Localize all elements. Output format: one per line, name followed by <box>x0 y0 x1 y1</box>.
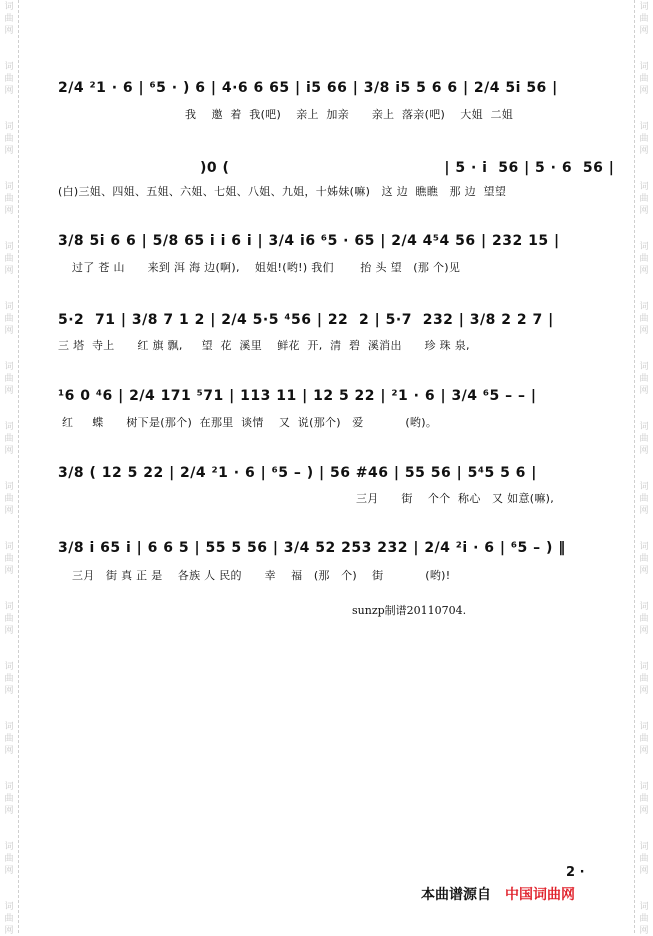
watermark-char: 曲 <box>639 914 649 924</box>
transcriber-credit: sunzp制谱20110704. <box>352 604 467 617</box>
watermark-char: 曲 <box>4 314 14 324</box>
watermark-char: 曲 <box>4 674 14 684</box>
watermark-char: 词 <box>639 122 649 132</box>
watermark-char: 曲 <box>639 734 649 744</box>
page-number: 2 · <box>566 865 585 880</box>
watermark-char: 网 <box>4 926 14 936</box>
watermark-char: 词 <box>4 122 14 132</box>
watermark-char: 曲 <box>639 434 649 444</box>
system-7-lyrics: 三月 街 真 正 是 各族 人 民的 幸 福 (那 个) 街 (哟)! <box>72 569 451 582</box>
watermark-char: 网 <box>4 866 14 876</box>
watermark-char: 曲 <box>4 254 14 264</box>
system-1-notation: 2/4 ²1 · 6 | ⁶5 · ) 6 | 4·6 6 65 | i5 66 | 3/8 i5 5 6 6 | 2/4 5i 56 | <box>58 80 558 96</box>
watermark-char: 词 <box>4 362 14 372</box>
watermark-char: 词 <box>639 2 649 12</box>
watermark-char: 曲 <box>4 734 14 744</box>
watermark-char: 曲 <box>639 134 649 144</box>
watermark-char: 词 <box>639 542 649 552</box>
watermark-char: 曲 <box>4 914 14 924</box>
watermark-char: 网 <box>4 626 14 636</box>
watermark-char: 网 <box>4 686 14 696</box>
watermark-char: 词 <box>639 182 649 192</box>
watermark-char: 曲 <box>4 134 14 144</box>
watermark-char: 曲 <box>639 614 649 624</box>
watermark-char: 词 <box>4 62 14 72</box>
watermark-char: 词 <box>4 842 14 852</box>
watermark-char: 词 <box>4 302 14 312</box>
watermark-char: 曲 <box>639 494 649 504</box>
watermark-char: 曲 <box>639 674 649 684</box>
watermark-char: 网 <box>4 806 14 816</box>
watermark-char: 曲 <box>4 74 14 84</box>
watermark-char: 网 <box>4 746 14 756</box>
watermark-char: 词 <box>639 842 649 852</box>
watermark-char: 网 <box>4 86 14 96</box>
watermark-char: 曲 <box>4 794 14 804</box>
watermark-char: 词 <box>639 722 649 732</box>
source-label: 本曲谱源自 <box>421 887 491 903</box>
watermark-char: 词 <box>639 482 649 492</box>
watermark-char: 曲 <box>639 854 649 864</box>
watermark-char: 网 <box>4 326 14 336</box>
system-5-notation: ¹6 0 ⁴6 | 2/4 171 ⁵71 | 113 11 | 12 5 22 | ²1 · 6 | 3/4 ⁶5 – – | <box>58 388 537 404</box>
watermark-char: 网 <box>4 146 14 156</box>
system-4-lyrics: 三 塔 寺上 红 旗 飘, 望 花 溪里 鲜花 开, 清 碧 溪消出 珍 珠 泉, <box>58 339 470 352</box>
watermark-char: 网 <box>639 446 649 456</box>
watermark-char: 词 <box>4 782 14 792</box>
system-6-notation: 3/8 ( 12 5 22 | 2/4 ²1 · 6 | ⁶5 – ) | 56 #46 | 55 56 | 5⁴5 5 6 | <box>58 465 537 481</box>
watermark-char: 词 <box>4 182 14 192</box>
system-3-lyrics: 过了 苍 山 来到 洱 海 边(啊), 姐姐!(哟!) 我们 抬 头 望 (那 个)见 <box>72 261 461 274</box>
watermark-char: 网 <box>639 26 649 36</box>
watermark-char: 曲 <box>639 194 649 204</box>
watermark-char: 网 <box>639 386 649 396</box>
watermark-char: 词 <box>4 542 14 552</box>
system-4-notation: 5·2 71 | 3/8 7 1 2 | 2/4 5·5 ⁴56 | 22 2 | 5·7 232 | 3/8 2 2 7 | <box>58 312 554 328</box>
watermark-char: 曲 <box>639 314 649 324</box>
watermark-char: 词 <box>639 782 649 792</box>
watermark-char: 曲 <box>4 194 14 204</box>
watermark-char: 词 <box>4 422 14 432</box>
watermark-char: 网 <box>4 386 14 396</box>
watermark-char: 曲 <box>4 554 14 564</box>
watermark-char: 词 <box>639 62 649 72</box>
watermark-char: 词 <box>4 482 14 492</box>
watermark-char: 词 <box>639 902 649 912</box>
system-1-lyrics: 我 邀 着 我(吧) 亲上 加亲 亲上 落亲(吧) 大姐 二姐 <box>185 108 514 121</box>
watermark-char: 网 <box>4 206 14 216</box>
watermark-char: 网 <box>639 326 649 336</box>
watermark-char: 曲 <box>4 434 14 444</box>
watermark-char: 网 <box>639 686 649 696</box>
system-2-lyrics: (白)三姐、四姐、五姐、六姐、七姐、八姐、九姐，十姊妹(嘛) 这 边 瞧瞧 那 边 望望 <box>58 185 507 198</box>
watermark-char: 曲 <box>639 554 649 564</box>
watermark-char: 网 <box>4 506 14 516</box>
watermark-char: 网 <box>4 266 14 276</box>
watermark-char: 网 <box>639 926 649 936</box>
watermark-char: 曲 <box>639 374 649 384</box>
watermark-char: 网 <box>639 746 649 756</box>
watermark-char: 曲 <box>4 14 14 24</box>
watermark-char: 曲 <box>4 614 14 624</box>
watermark-char: 网 <box>639 866 649 876</box>
system-5-lyrics: 红 蝶 树下是(那个) 在那里 谈情 又 说(那个) 爱 (哟)。 <box>62 416 438 429</box>
watermark-char: 网 <box>639 566 649 576</box>
watermark-char: 词 <box>639 602 649 612</box>
watermark-char: 网 <box>639 806 649 816</box>
watermark-char: 网 <box>639 146 649 156</box>
source-footer <box>421 884 575 904</box>
system-3-notation: 3/8 5i 6 6 | 5/8 65 i i 6 i | 3/4 i6 ⁶5 · 65 | 2/4 4⁵4 56 | 232 15 | <box>58 233 560 249</box>
watermark-char: 曲 <box>639 254 649 264</box>
system-6-lyrics: 三月 街 个个 称心 又 如意(嘛), <box>356 492 555 505</box>
watermark-char: 词 <box>4 662 14 672</box>
watermark-char: 曲 <box>639 794 649 804</box>
watermark-char: 词 <box>639 242 649 252</box>
watermark-char: 曲 <box>639 14 649 24</box>
watermark-char: 曲 <box>4 854 14 864</box>
watermark-char: 网 <box>639 86 649 96</box>
watermark-char: 网 <box>4 446 14 456</box>
watermark-char: 词 <box>639 302 649 312</box>
watermark-char: 曲 <box>639 74 649 84</box>
watermark-char: 词 <box>4 2 14 12</box>
watermark-char: 词 <box>4 602 14 612</box>
system-7-notation: 3/8 i 65 i | 6 6 5 | 55 5 56 | 3/4 52 253 232 | 2/4 ²i · 6 | ⁶5 – ) ‖ <box>58 540 566 556</box>
watermark-char: 曲 <box>4 374 14 384</box>
watermark-char: 网 <box>4 26 14 36</box>
watermark-char: 曲 <box>4 494 14 504</box>
watermark-char: 网 <box>639 506 649 516</box>
watermark-char: 词 <box>639 362 649 372</box>
system-2-notation: )0 ( | 5 · i 56 | 5 · 6 56 | <box>200 160 615 176</box>
watermark-char: 词 <box>4 722 14 732</box>
watermark-char: 网 <box>639 206 649 216</box>
source-site-link[interactable]: 中国词曲网 <box>505 887 575 903</box>
watermark-char: 网 <box>639 626 649 636</box>
watermark-char: 词 <box>639 422 649 432</box>
watermark-char: 网 <box>4 566 14 576</box>
watermark-char: 词 <box>639 662 649 672</box>
watermark-char: 词 <box>4 242 14 252</box>
watermark-char: 词 <box>4 902 14 912</box>
watermark-char: 网 <box>639 266 649 276</box>
